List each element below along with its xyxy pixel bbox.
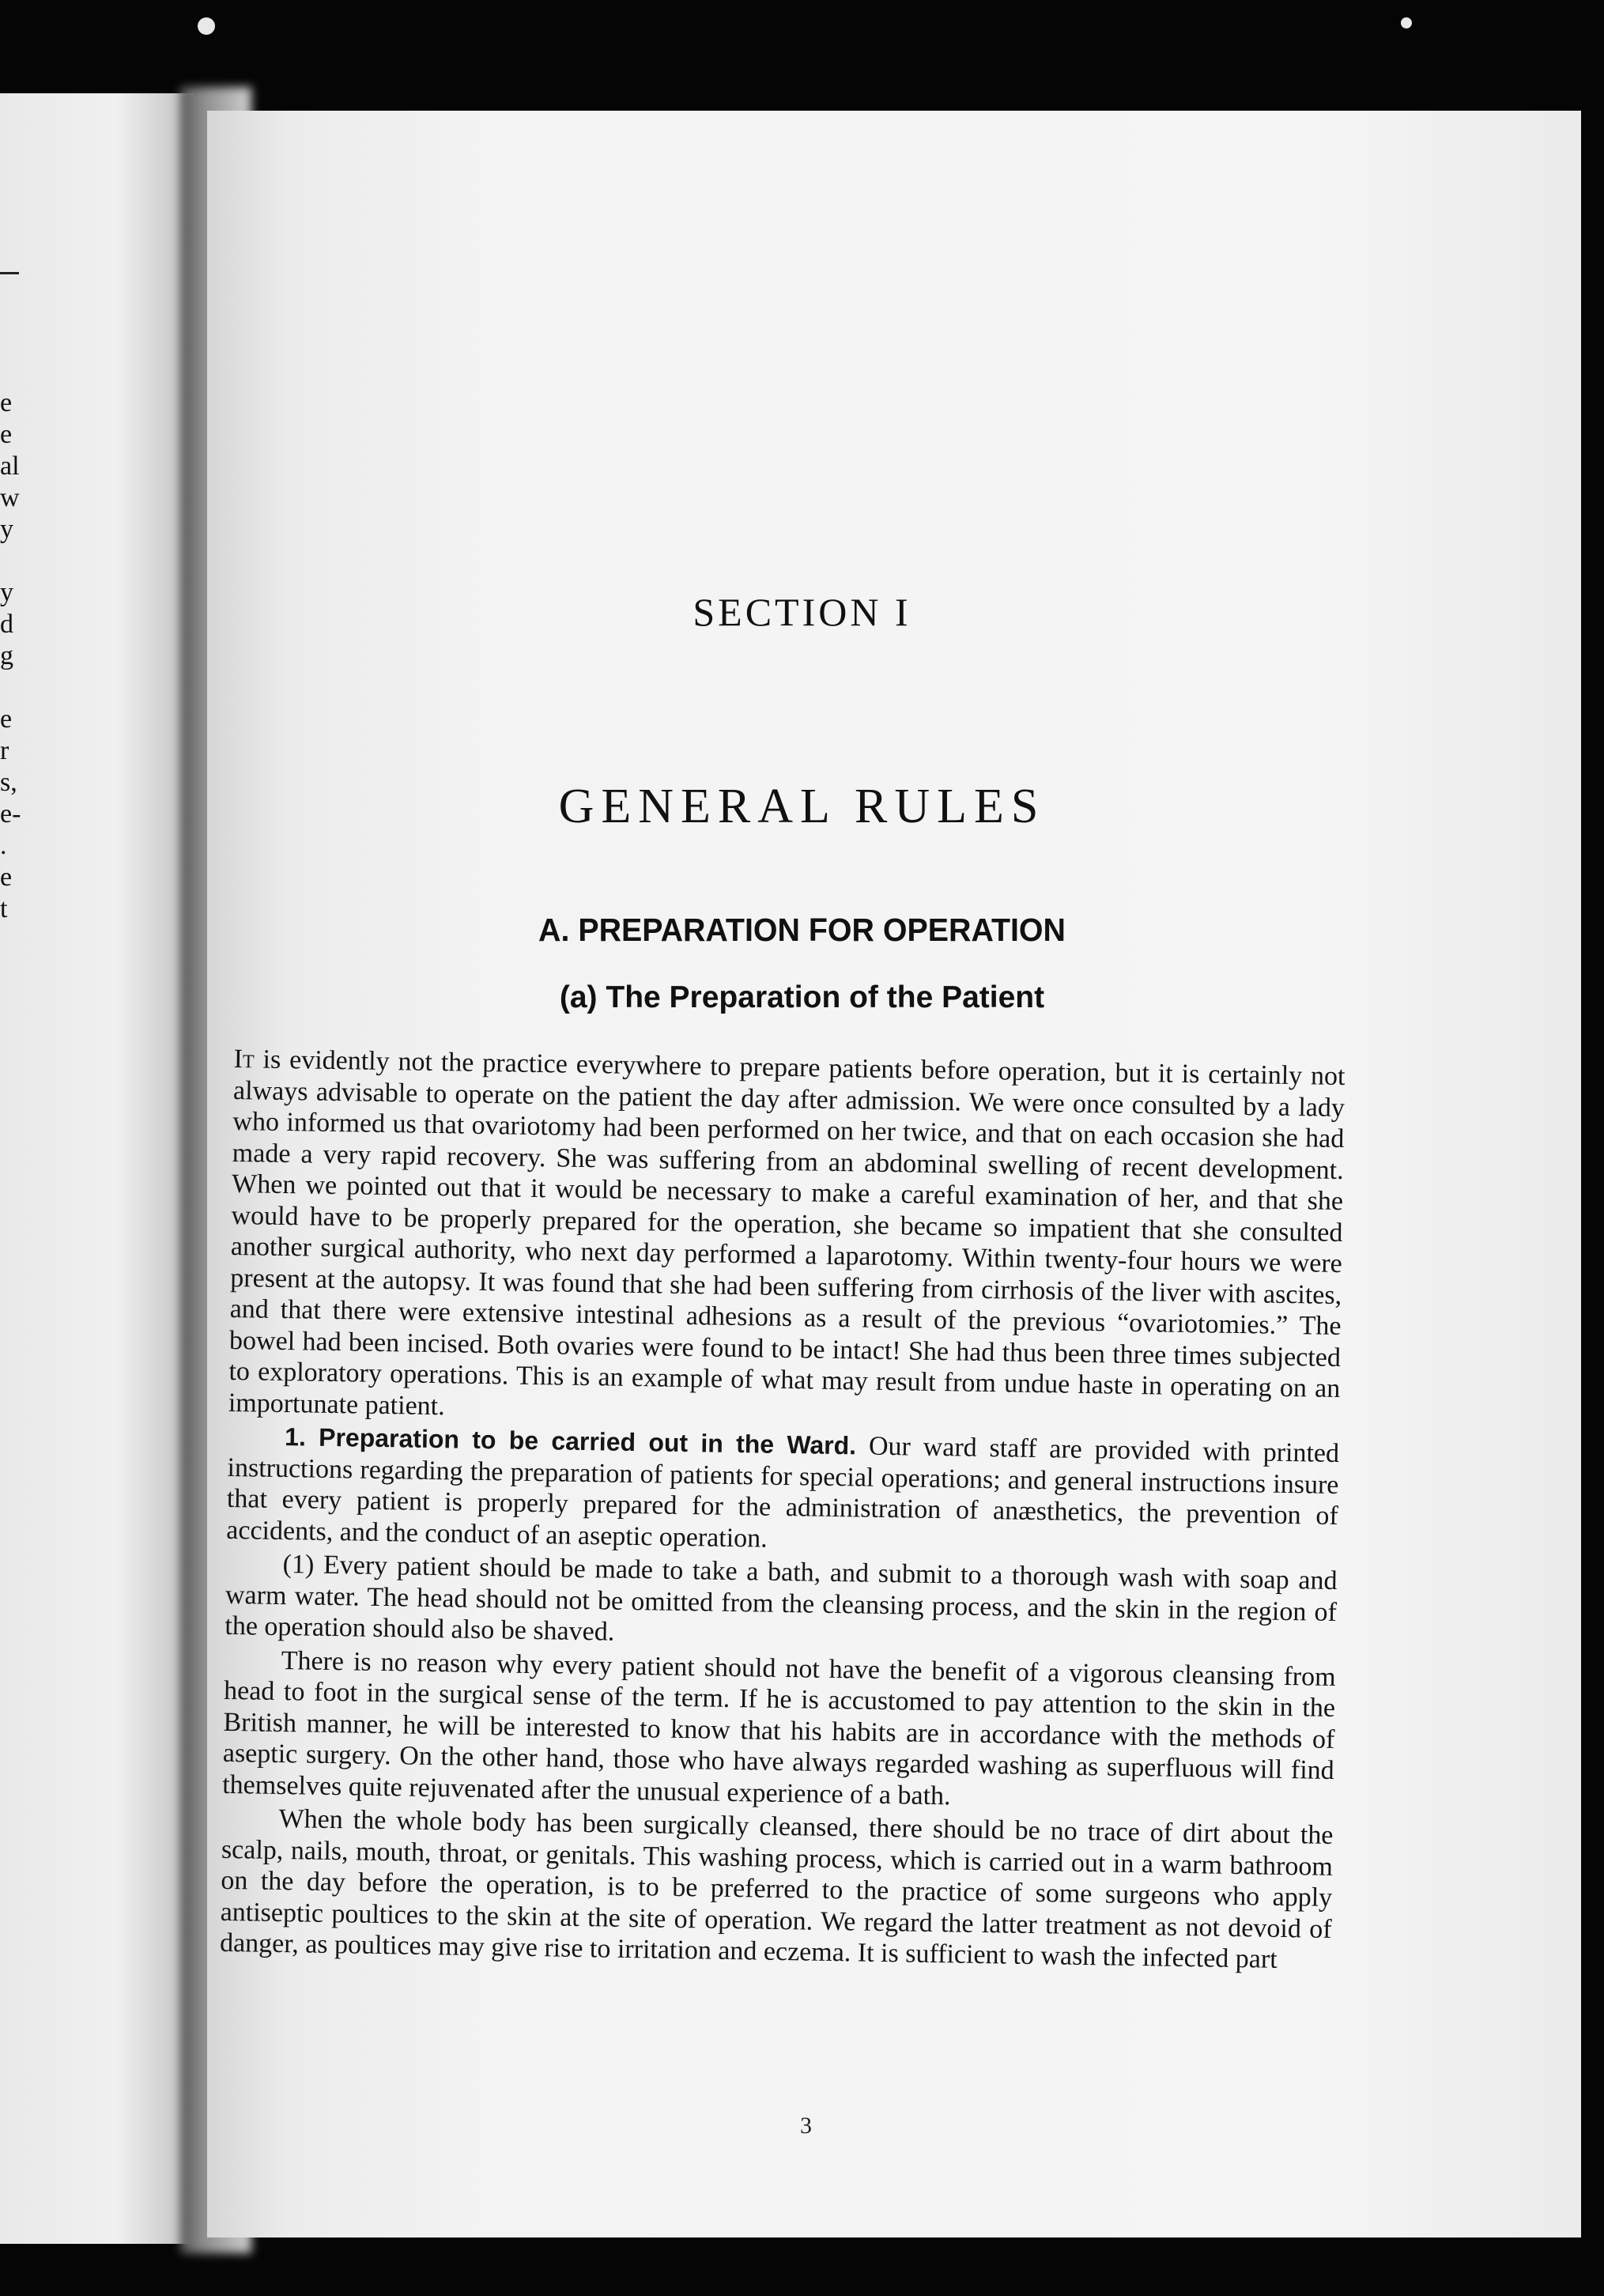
left-page-text-fragments bbox=[0, 387, 32, 925]
left-fragment: e- bbox=[0, 799, 21, 829]
left-fragment bbox=[0, 546, 32, 577]
left-fragment bbox=[0, 672, 32, 704]
left-fragment: g bbox=[0, 641, 13, 670]
left-fragment: al bbox=[0, 451, 20, 481]
paragraph bbox=[226, 1421, 1339, 1563]
left-fragment: s, bbox=[0, 768, 17, 797]
left-facing-page bbox=[0, 93, 194, 2244]
left-fragment: w bbox=[0, 483, 20, 512]
section-label: SECTION I bbox=[693, 590, 911, 634]
paragraph: There is no reason why every patient should not have the benefit of a vigorous cleansing from head to foot in the surgical sense of the term. If he is accustomed to pay attention to the skin in the British manner, he will be interested to know that his habits are in accordance with the methods of aseptic surgery. On the other hand, those who have always regarded washing as superfluous will find themselves quite rejuvenated after the unusual experience of a bath. bbox=[221, 1645, 1336, 1811]
paragraph-text: is evidently not the practice everywhere to prepare patients before operation, but it is certainly not always advisable to operate on the patient the day after admission. We were once consulted by a lady who informed us that ovariotomy had been performed on her twice, and that on each occasion she had made a very rapid recovery. She was suffering from an abdominal swelling of recent development. When we pointed out that it would be necessary to make a careful examination of her, and that she would have to be properly prepared for the operation, she became so impatient that she consulted another surgical authority, who next day performed a laparotomy. Within twenty-four hours we were present at the autopsy. It was found that she had been suffering from cirrhosis of the liver with ascites, and that there were extensive intestinal adhesions as a result of the previous “ovariotomies.” The bowel had been incised. Both ovaries were found to be intact! She had thus been three times subjected to exploratory operations. This is an example of what may result from undue haste in operating on an importunate patient. bbox=[228, 1044, 1345, 1421]
scan-corner-mark bbox=[198, 17, 215, 35]
paragraph: When the whole body has been surgically cleansed, there should be no trace of dirt about the scalp, nails, mouth, throat, or genitals. This washing process, which is carried out in a warm bathroom on the day before the operation, is to be preferred to the practice of some surgeons who apply antiseptic poultices to the skin at the site of operation. We regard the latter treatment as not devoid of danger, as poultices may give rise to irritation and eczema. It is sufficient to wash the infected part bbox=[219, 1804, 1334, 1974]
paragraph-text: Our ward staff are provided with printed instructions regarding the preparation of patients for special operations; and general instructions insure that every patient is properly prepared for the administration of anæsthetics, the prevention of accidents, and the conduct of an aseptic operation. bbox=[226, 1431, 1340, 1554]
left-fragment: y bbox=[0, 578, 13, 607]
page-number: 3 bbox=[800, 2113, 812, 2139]
paragraph bbox=[228, 1044, 1345, 1436]
left-fragment: . bbox=[0, 831, 7, 860]
left-fragment: e bbox=[0, 704, 13, 734]
section-heading: A. PREPARATION FOR OPERATION bbox=[538, 912, 1066, 948]
left-fragment: e bbox=[0, 420, 13, 449]
scan-corner-mark bbox=[1401, 17, 1412, 28]
left-fragment: y bbox=[0, 515, 13, 544]
left-fragment: e bbox=[0, 388, 13, 417]
drop-word: It bbox=[233, 1044, 255, 1074]
body-text bbox=[220, 1044, 1345, 1976]
left-fragment: d bbox=[0, 610, 13, 639]
left-fragment: t bbox=[0, 894, 8, 923]
subsection-heading: (a) The Preparation of the Patient bbox=[559, 980, 1045, 1014]
left-fragment: e bbox=[0, 863, 13, 892]
left-fragment: r bbox=[0, 736, 9, 765]
paragraph: (1) Every patient should be made to take a bath, and submit to a thorough wash with soap and warm water. The head should not be omitted from the cleansing process, and the skin in the region of the operation should also be shaved. bbox=[225, 1550, 1338, 1647]
left-page-rule bbox=[0, 272, 19, 274]
chapter-title: GENERAL RULES bbox=[558, 780, 1046, 833]
run-in-heading: 1. Preparation to be carried out in the Ward. bbox=[284, 1422, 857, 1460]
